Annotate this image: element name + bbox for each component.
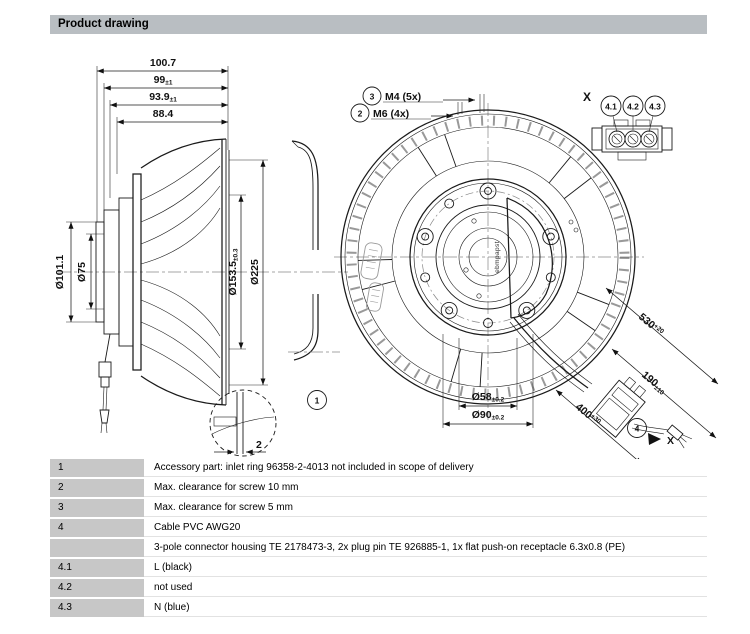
page-title: Product drawing [50, 15, 707, 34]
row-number-cell: 1 [50, 459, 144, 477]
pin-label: 4.3 [649, 101, 661, 112]
table-row [50, 579, 707, 597]
rating-labels [360, 242, 384, 312]
dim-label: Ø58±0.2 [471, 391, 505, 404]
dim-label: 100.7 [149, 57, 177, 69]
detail-x-label: X [583, 90, 592, 104]
front-view [334, 87, 718, 460]
row-desc-cell: Cable PVC AWG20 [144, 519, 707, 537]
connector-housing [590, 373, 651, 437]
dim-label: 2 [256, 439, 262, 451]
dim-label: Ø90±0.2 [471, 409, 505, 422]
section-x-label: X [667, 435, 675, 447]
row-number-cell [50, 539, 144, 557]
pin-label: 4.1 [605, 101, 617, 112]
dim-label: $530^{+20}$ [636, 310, 666, 336]
dim-cable-190 [612, 349, 716, 438]
pin-label: 4.2 [627, 101, 639, 112]
detail-view [210, 390, 276, 456]
section-arrow-icon [648, 433, 661, 445]
table-row [50, 519, 707, 537]
table-row [50, 599, 707, 617]
table-row [50, 459, 707, 477]
callout-m6-label: M6 (4x) [373, 108, 410, 120]
row-desc-cell: L (black) [144, 559, 707, 577]
row-number-cell: 4.3 [50, 599, 144, 617]
dim-detail-2 [214, 439, 266, 452]
connector-body [592, 120, 672, 160]
row-desc-cell: Max. clearance for screw 5 mm [144, 499, 707, 517]
callout-m6-ref: 2 [357, 108, 363, 119]
callout-m4-label: M4 (5x) [385, 91, 422, 103]
dim-label: 190±10 [639, 368, 666, 397]
side-cable-assembly [99, 334, 111, 433]
legend-table [50, 459, 707, 619]
table-row [50, 559, 707, 577]
dim-cable-400 [556, 390, 642, 460]
dim-label: 93.9±1 [149, 91, 177, 104]
dim-label: 99±1 [153, 74, 173, 87]
dim-label: Ø153.5±0.3 [227, 248, 240, 296]
dim-label: Ø101.1 [54, 254, 66, 290]
brand-logo: ebmpapst [494, 241, 501, 273]
row-number-cell: 4.1 [50, 559, 144, 577]
row-number-cell: 4.2 [50, 579, 144, 597]
callout-4 [628, 419, 647, 438]
dim-label: $400^{+30}$ [573, 400, 603, 426]
dim-label: Ø225 [249, 259, 261, 285]
table-row [50, 539, 707, 557]
pin-callout-4-1 [601, 96, 621, 132]
dim-depth-88-4 [117, 108, 228, 174]
callout-1-label: 1 [314, 395, 320, 406]
connector-detail [583, 90, 672, 160]
row-desc-cell: Accessory part: inlet ring 96358-2-4013 not included in scope of delivery [144, 459, 707, 477]
dim-dia-75 [76, 234, 104, 309]
support-struts [358, 135, 609, 387]
callout-1 [308, 391, 327, 410]
callout-m6 [351, 102, 462, 122]
row-number-cell: 3 [50, 499, 144, 517]
row-desc-cell: Max. clearance for screw 10 mm [144, 479, 707, 497]
inlet-ring-profile [288, 141, 340, 410]
callout-4-label: 4 [634, 423, 640, 434]
row-number-cell: 4 [50, 519, 144, 537]
pin-callout-4-2 [623, 96, 643, 130]
table-row [50, 479, 707, 497]
row-desc-cell: not used [144, 579, 707, 597]
section-arrow-x [648, 433, 674, 447]
motor-hub [410, 179, 578, 335]
dim-cable-530 [606, 288, 718, 384]
table-row [50, 499, 707, 517]
row-desc-cell: 3-pole connector housing TE 2178473-3, 2x plug pin TE 926885-1, 1x flat push-on receptacle 6.3x0.8 (PE) [144, 539, 707, 557]
cable-assembly [510, 314, 692, 448]
side-view [54, 57, 348, 433]
row-desc-cell: N (blue) [144, 599, 707, 617]
dim-label: 88.4 [152, 108, 174, 120]
row-number-cell: 2 [50, 479, 144, 497]
callout-m4-ref: 3 [369, 91, 375, 102]
dim-label: Ø75 [76, 262, 88, 282]
